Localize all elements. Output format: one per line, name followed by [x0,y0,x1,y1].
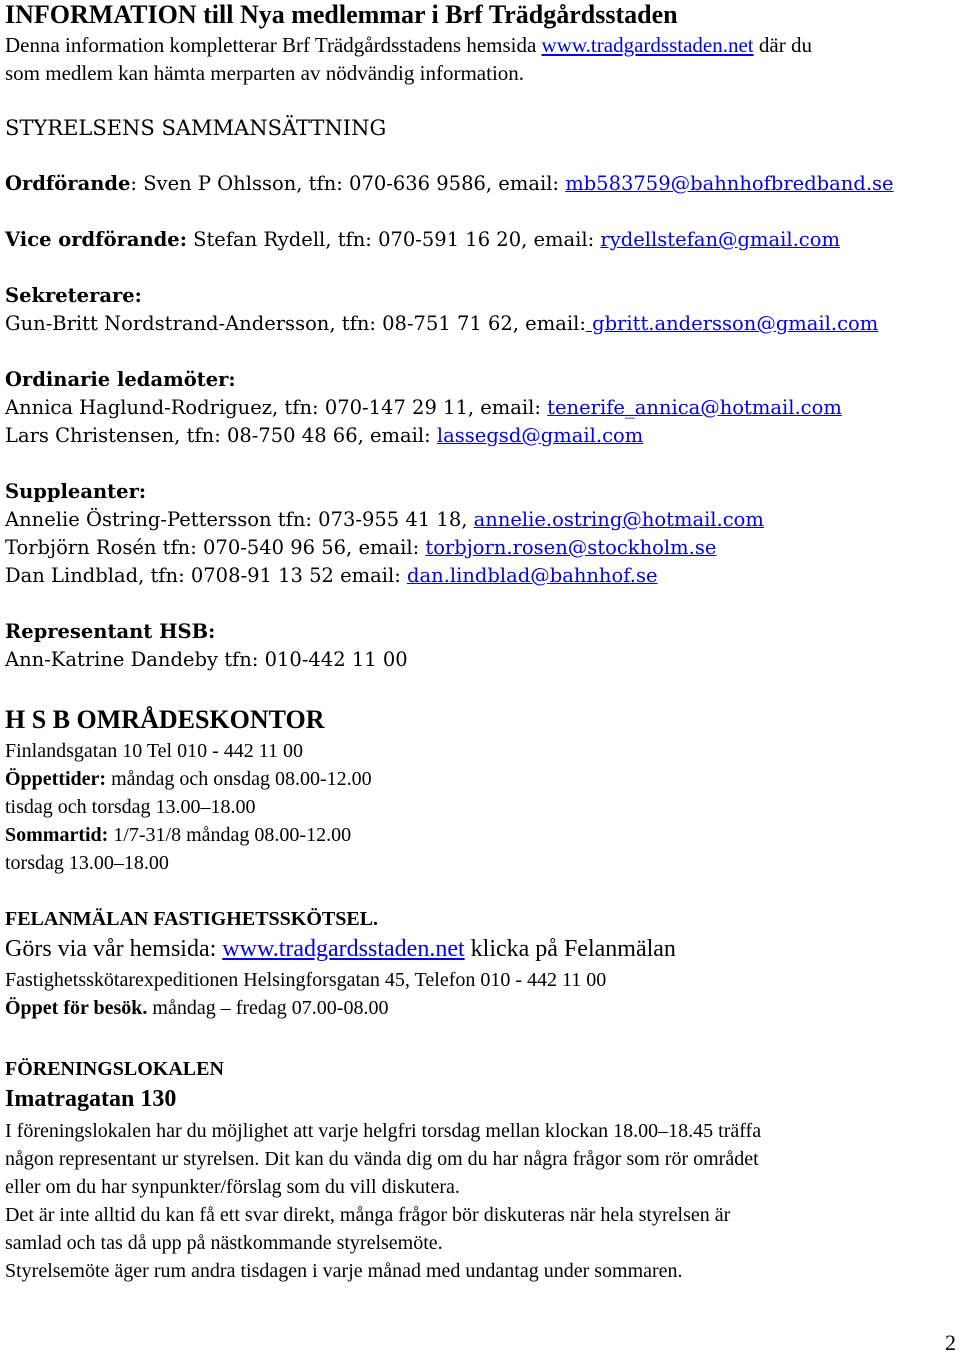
felanmalan-line-1: Görs via vår hemsida: www.tradgardsstaden.net klicka på Felanmälan [5,936,676,962]
foreningslokalen-text-line: I föreningslokalen har du möjlighet att varje helgfri torsdag mellan klockan 18.00–18.45 träffa [5,1120,762,1142]
foreningslokalen-text-line: samlad och tas då upp på nästkommande styrelsemöte. [5,1232,443,1254]
hsb-kontor-sommartid-2: torsdag 13.00–18.00 [5,852,169,874]
member-email-link[interactable]: lassegsd@gmail.com [436,424,644,447]
hsb-kontor-address: Finlandsgatan 10 Tel 010 - 442 11 00 [5,740,304,762]
foreningslokalen-text-line: eller om du har synpunkter/förslag som du vill diskutera. [5,1176,460,1198]
felanmalan-heading: FELANMÄLAN FASTIGHETSSKÖTSEL. [5,908,379,930]
foreningslokalen-text-line: Det är inte alltid du kan få ett svar direkt, många frågor bör diskuteras när hela styrelsen är [5,1204,731,1226]
sekreterare-label: Sekreterare: [5,284,142,307]
felanmalan-oppet: Öppet för besök. måndag – fredag 07.00-08.00 [5,997,389,1019]
hsb-representant-line: Ann-Katrine Dandeby tfn: 010-442 11 00 [5,648,408,671]
ordinarie-member: Lars Christensen, tfn: 08-750 48 66, email: lassegsd@gmail.com [5,424,644,447]
styrelsen-heading: STYRELSENS SAMMANSÄTTNING [5,116,387,140]
suppleanter-label: Suppleanter: [5,480,147,503]
hsb-kontor-heading: H S B OMRÅDESKONTOR [5,705,325,734]
intro-line-2: som medlem kan hämta merparten av nödvändig information. [5,61,525,85]
website-link[interactable]: www.tradgardsstaden.net [541,33,754,57]
ordinarie-member: Annica Haglund-Rodriguez, tfn: 070-147 29 11, email: tenerife_annica@hotmail.com [5,396,842,419]
suppleant-member: Dan Lindblad, tfn: 0708-91 13 52 email: dan.lindblad@bahnhof.se [5,564,658,587]
felanmalan-line-2: Fastighetsskötarexpeditionen Helsingforsgatan 45, Telefon 010 - 442 11 00 [5,969,607,991]
suppleant-member: Torbjörn Rosén tfn: 070-540 96 56, email: torbjorn.rosen@stockholm.se [5,536,717,559]
foreningslokalen-address: Imatragatan 130 [5,1086,177,1112]
ordforande-line: Ordförande: Sven P Ohlsson, tfn: 070-636 9586, email: mb583759@bahnhofbredband.se [5,172,894,195]
page-title: INFORMATION till Nya medlemmar i Brf Trädgårdsstaden [5,0,678,29]
foreningslokalen-heading: FÖRENINGSLOKALEN [5,1058,224,1080]
suppleant-email-link[interactable]: annelie.ostring@hotmail.com [473,508,764,531]
suppleant-email-link[interactable]: dan.lindblad@bahnhof.se [407,564,658,587]
page-number: 2 [945,1330,956,1355]
foreningslokalen-text-line: Styrelsemöte äger rum andra tisdagen i varje månad med undantag under sommaren. [5,1260,683,1282]
sekreterare-line: Gun-Britt Nordstrand-Andersson, tfn: 08-751 71 62, email: gbritt.andersson@gmail.com [5,312,879,335]
hsb-kontor-sommartid: Sommartid: 1/7-31/8 måndag 08.00-12.00 [5,824,352,846]
ordinarie-label: Ordinarie ledamöter: [5,368,236,391]
vice-email-link[interactable]: rydellstefan@gmail.com [600,228,840,251]
hsb-kontor-oppettider: Öppettider: måndag och onsdag 08.00-12.00 [5,768,372,790]
ordforande-email-link[interactable]: mb583759@bahnhofbredband.se [565,172,894,195]
felanmalan-website-link[interactable]: www.tradgardsstaden.net [222,936,465,962]
foreningslokalen-text-line: någon representant ur styrelsen. Dit kan du vända dig om du har några frågor som rör området [5,1148,759,1170]
hsb-kontor-oppettider-2: tisdag och torsdag 13.00–18.00 [5,796,256,818]
member-email-link[interactable]: tenerife_annica@hotmail.com [547,396,842,419]
suppleant-member: Annelie Östring-Pettersson tfn: 073-955 41 18, annelie.ostring@hotmail.com [5,508,764,531]
vice-ordforande-line: Vice ordförande: Stefan Rydell, tfn: 070-591 16 20, email: rydellstefan@gmail.com [5,228,840,251]
intro-line-1: Denna information kompletterar Brf Trädgårdsstadens hemsida www.tradgardsstaden.net där du [5,33,812,57]
hsb-representant-label: Representant HSB: [5,620,216,643]
sekreterare-email-link[interactable]: gbritt.andersson@gmail.com [585,312,879,335]
suppleant-email-link[interactable]: torbjorn.rosen@stockholm.se [425,536,717,559]
